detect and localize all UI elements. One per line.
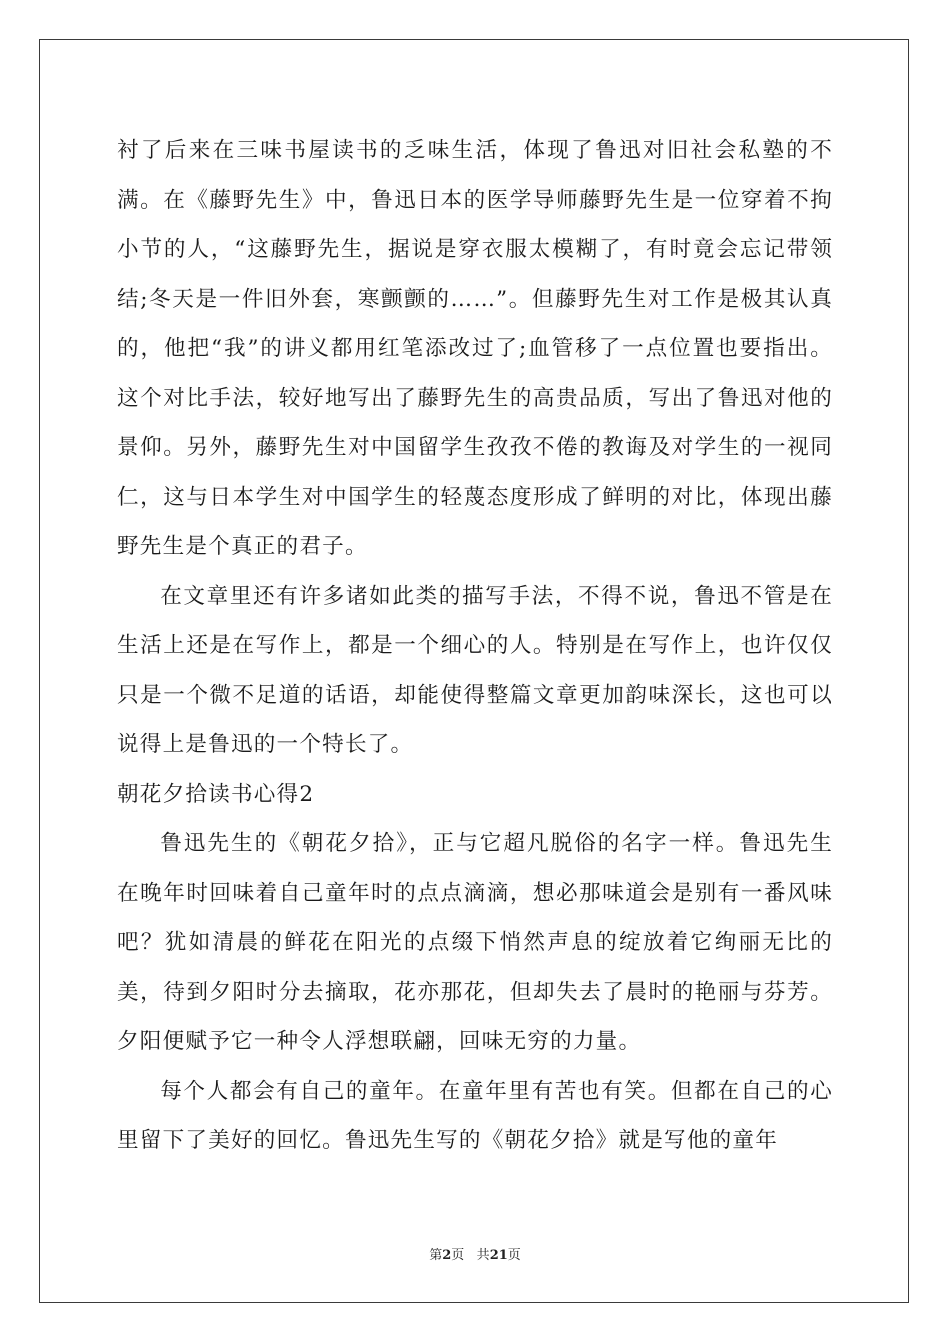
page-prefix: 第 bbox=[429, 1248, 443, 1263]
paragraph-writing-techniques: 在文章里还有许多诸如此类的描写手法，不得不说，鲁迅不管是在生活上还是在写作上，都是一个细心的人。特别是在写作上，也许仅仅只是一个微不足道的话语，却能使得整篇文章更加韵味深长，这也可以说得上是鲁迅的一个特长了。 bbox=[117, 583, 833, 757]
total-pages: 21 bbox=[489, 1248, 508, 1263]
section-heading: 朝花夕拾读书心得2 bbox=[117, 781, 315, 807]
page-footer bbox=[0, 1247, 950, 1265]
page-suffix: 页 bbox=[451, 1248, 465, 1263]
paragraph-childhood: 每个人都会有自己的童年。在童年里有苦也有笑。但都在自己的心里留下了美好的回忆。鲁迅先生写的《朝花夕拾》就是写他的童年 bbox=[117, 1078, 833, 1153]
total-prefix: 共 bbox=[476, 1248, 490, 1263]
paragraph-book-intro: 鲁迅先生的《朝花夕拾》，正与它超凡脱俗的名字一样。鲁迅先生在晚年时回味着自己童年时的点点滴滴，想必那味道会是别有一番风味吧？犹如清晨的鲜花在阳光的点缀下悄然声息的绽放着它绚丽无比的美，待到夕阳时分去摘取，花亦那花，但却失去了晨时的艳丽与芬芳。夕阳便赋予它一种令人浮想联翩，回味无穷的力量。 bbox=[117, 831, 833, 1054]
total-suffix: 页 bbox=[507, 1248, 521, 1263]
page-number: 2 bbox=[442, 1248, 452, 1263]
paragraph-continued: 衬了后来在三味书屋读书的乏味生活，体现了鲁迅对旧社会私塾的不满。在《藤野先生》中，鲁迅日本的医学导师藤野先生是一位穿着不拘小节的人，“这藤野先生，据说是穿衣服太模糊了，有时竟会忘记带领结;冬天是一件旧外套，寒颤颤的……”。但藤野先生对工作是极其认真的，他把“我”的讲义都用红笔添改过了;血管移了一点位置也要指出。这个对比手法，较好地写出了藤野先生的高贵品质，写出了鲁迅对他的景仰。另外，藤野先生对中国留学生孜孜不倦的教诲及对学生的一视同仁，这与日本学生对中国学生的轻蔑态度形成了鲜明的对比，体现出藤野先生是个真正的君子。 bbox=[117, 138, 833, 559]
document-body bbox=[117, 126, 833, 1166]
